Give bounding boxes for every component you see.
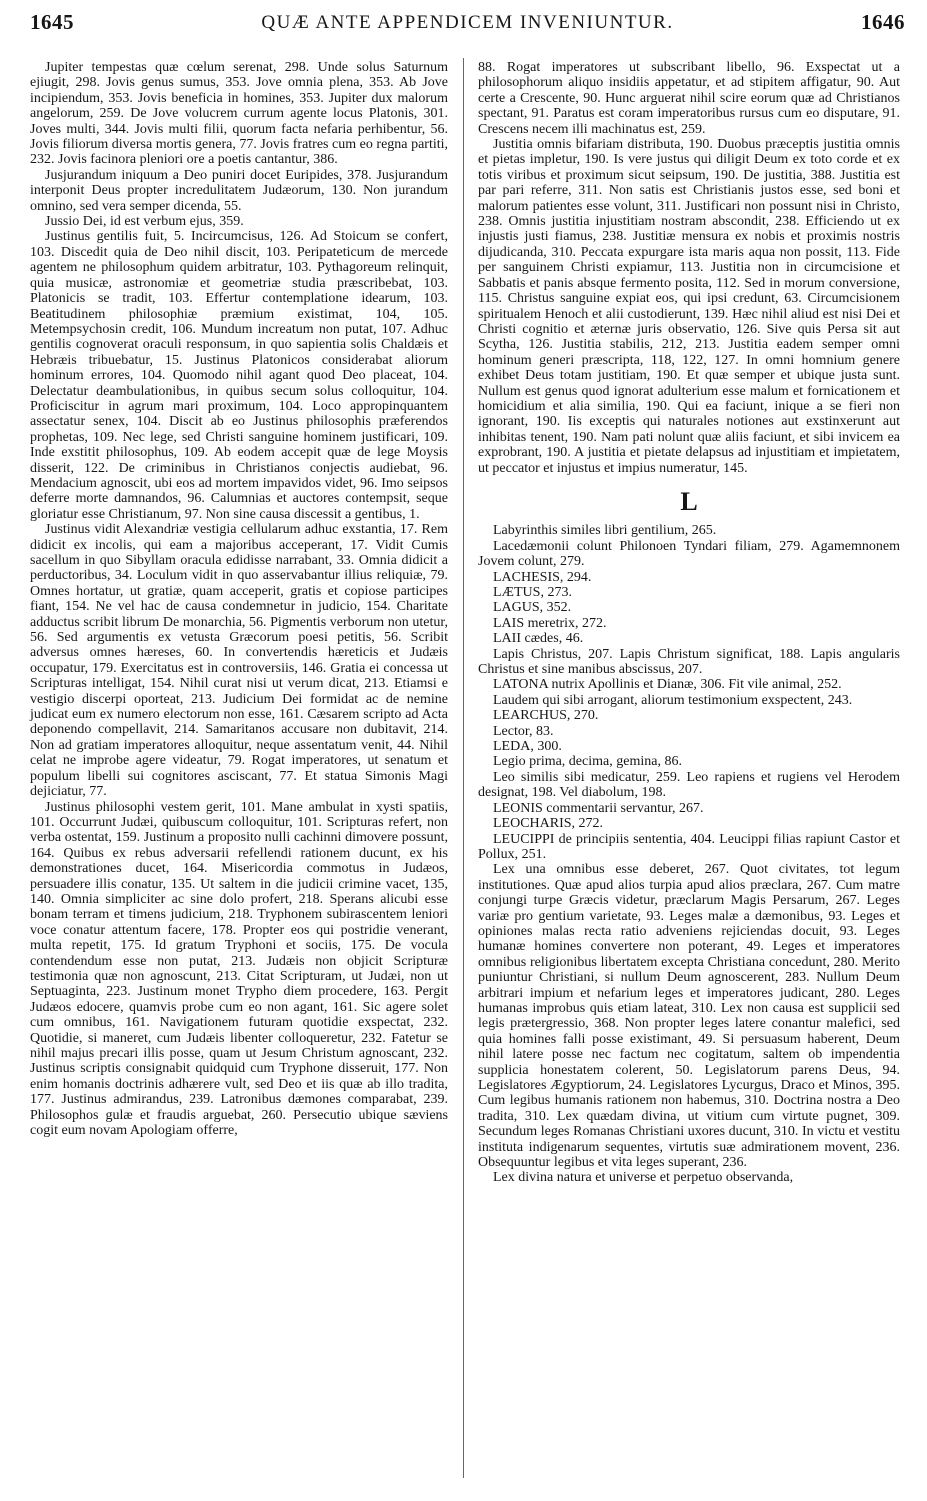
running-title: QUÆ ANTE APPENDICEM INVENIUNTUR. bbox=[261, 12, 674, 33]
index-entry: LEOCHARIS, 272. bbox=[493, 816, 604, 832]
section-letter: L bbox=[680, 486, 698, 516]
index-entry: 88. Rogat imperatores ut subscribant libello, 96. Exspectat ut a philosophorum aliquo insidiis appetatur, et ad stipitem affigatur, 90. Aut certe a Crescente, 90. Hunc arguerat nihil scire eorum quæ ad Christianos spectant, 91. Paratus est coram imperatoribus rursus cum eo disputare, 91. Crescens necem illi machinatus est, 259. bbox=[478, 60, 900, 137]
index-entry: LAGUS, 352. bbox=[493, 600, 572, 616]
index-entry: LÆTUS, 273. bbox=[493, 585, 572, 600]
index-entry: LEUCIPPI de principiis sententia, 404. Leucippi filias rapiunt Castor et Pollux, 251. bbox=[478, 831, 900, 862]
column-divider bbox=[463, 58, 464, 1478]
index-entry: Jussio Dei, id est verbum ejus, 359. bbox=[45, 214, 244, 230]
index-entry: Justinus gentilis fuit, 5. Incircumcisus, 126. Ad Stoicum se confert, 103. Discedit quia de Deo nihil discit, 103. Peripateticum de mercede agentem ne philosophum quidem arbitratur, 103. Pythagoreum relinquit, quia musicæ, astronomiæ et geometriæ studia præscribebat, 103. Platonicis se tradit, 103. Effertur contemplatione idearum, 103. Beatitudinem philosophiæ præmium existimat, 104, 105. Metempsychosin credit, 106. Mundum increatum non putat, 107. Adhuc gentilis cognoverat oraculi responsum, in quo sapientia solis Chaldæis et Hebræis tribuebatur, 15. Justinus Platonicos considerabat aliorum hominum errores, 104. Quomodo nihil agant quod Deo placeat, 104. Delectatur deambulationibus, in quibus secum solus colloquitur, 104. Proficiscitur in agrum mari proximum, 104. Loco appropinquantem assectatur senex, 104. Discit ab eo Justinus philosophis præferendos prophetas, 109. Nec lege, sed Christi sanguine hominem justificari, 109. Inde exstitit philosophus, 109. Ab eodem accepit quæ de lege Moysis disserit, 122. De criminibus in Christianos conjectis audiebat, 96. Mendacium agnoscit, ubi eos ad mortem impavidos videt, 96. Imo seipsos deferre morte damnandos, 96. Calumnias et auctores contempsit, seque gloriatur esse Christianum, 97. Non sine causa discessit a gentibus, 1. bbox=[30, 229, 448, 522]
index-entry: LAIS meretrix, 272. bbox=[493, 615, 607, 631]
index-entry: Legio prima, decima, gemina, 86. bbox=[493, 754, 682, 770]
index-entry: LATONA nutrix Apollinis et Dianæ, 306. Fit vile animal, 252. bbox=[493, 677, 842, 693]
index-entry: Lapis Christus, 207. Lapis Christum significat, 188. Lapis angularis Christus et sine manibus abscissus, 207. bbox=[478, 646, 900, 678]
index-entry: LEONIS commentarii servantur, 267. bbox=[493, 800, 704, 816]
right-column bbox=[478, 60, 900, 1186]
page-number-left: 1645 bbox=[30, 10, 74, 34]
index-entry: Lex divina natura et universe et perpetuo observanda, bbox=[493, 1170, 794, 1186]
index-entry: Justinus philosophi vestem gerit, 101. Mane ambulat in xysti spatiis, 101. Occurrunt Judæi, quibuscum colloquitur, 101. Scripturas refert, non verba ostentat, 159. Justinum a proposito nulli cachinni dimovere possunt, 164. Quibus ex rebus adversarii refellendi rationem ducunt, ex his demonstrationes ducet, 164. Misericordia commotus in Judæos, persuadere illis conatur, 135. Ut saltem in die judicii crimine vacet, 135, 140. Omnia simpliciter ac sine dolo profert, 218. Sperans alicubi esse bonam terram et timens judicium, 218. Tryphonem subirascentem leniori voce conatur attentum facere, 178. Propter eos qui postridie venerant, multa repetit, 175. Id gratum Tryphoni et sociis, 175. De vocula contendendum esse non putat, 213. Judæis non objicit Scripturæ testimonia quæ non agnoscunt, 213. Citat Scripturam, ut Judæi, non ut Septuaginta, 223. Justinum monet Trypho diem procedere, 163. Pergit Judæos edocere, quamvis probe cum eo non agant, 161. Sic agere solet cum omnibus, 161. Navigationem futuram quotidie exspectat, 232. Quotidie, si maneret, cum Judæis libenter colloqueretur, 232. Fatetur se nihil majus precari illis posse, quam ut Jesum Christum agnoscant, 232. Justinus scriptis consignabit quidquid cum Tryphone disseruit, 177. Non enim homanis doctrinis adhærere vult, sed Deo et iis quæ ab illo tradita, 177. Justinus admirandus, 239. Latronibus dæmones comparabat, 239. Philosophos gulæ et fraudis arguebat, 260. Persecutio ubique sæviens cogit eum novam Apologiam offerre, bbox=[30, 799, 448, 1139]
index-entry: Lacedæmonii colunt Philonoen Tyndari filiam, 279. Agamemnonem Jovem colunt, 279. bbox=[478, 538, 900, 570]
index-entry: LACHESIS, 294. bbox=[493, 569, 592, 585]
index-entry: LEDA, 300. bbox=[493, 739, 562, 755]
index-entry: Labyrinthis similes libri gentilium, 265. bbox=[493, 523, 717, 539]
index-entry: LAII cædes, 46. bbox=[493, 631, 584, 647]
index-entry: Lex una omnibus esse deberet, 267. Quot civitates, tot legum institutiones. Quæ apud alios turpia apud alios præclara, 267. Cum matre conjungi turpe Græcis videtur, præclarum Magis Persarum, 267. Leges variæ pro gentium varietate, 93. Leges malæ a dæmonibus, 93. Leges et opiniones malas recta ratio adveniens rejiciendas docuit, 93. Leges humanæ homines convertere non poterant, 49. Leges et imperatores omnibus religionibus libertatem excepta Christiana concedunt, 280. Merito puniuntur Christiani, si nullum Deum agnoscerent, 283. Nullum Deum arbitrari impium et nefarium leges et imperatores judicant, 280. Leges humanas improbus quis etiam lateat, 310. Lex non causa est supplicii sed legis prætergressio, 368. Non propter leges latere conantur malefici, sed quia homines falli posse existimant, 49. Si persuasum haberent, Deum nihil latere posse nec factum nec cogitatum, saltem ob impendentia supplicia honestatem colerent, 50. Legislatorum parens Deus, 94. Legislatores Ægyptiorum, 24. Legislatores Lycurgus, Draco et Minos, 395. Cum legibus humanis rationem non habemus, 310. Doctrina nostra a Deo tradita, 310. Lex quædam divina, ut vitium cum virtute pugnet, 309. Secundum leges Romanas Christiani uxores ducunt, 310. In victu et vestitu instituta indigenarum sequentes, virtutis suæ admirationem movent, 236. Obsequuntur legibus et vita leges superant, 236. bbox=[478, 862, 900, 1171]
index-entry: Leo similis sibi medicatur, 259. Leo rapiens et rugiens vel Herodem designat, 198. Vel diabolum, 198. bbox=[478, 769, 900, 801]
index-entry: Justinus vidit Alexandriæ vestigia cellularum adhuc exstantia, 17. Rem didicit ex incolis, qui eam a majoribus acceperant, 17. Vidit Cumis sacellum in quo Sibyllam oracula edidisse narrabant, 33. Omnia didicit a perductoribus, 34. Loculum vidit in quo asservabantur illius reliquiæ, 79. Omnes hortatur, ut gratiæ, quam acceperit, gratis et copiose participes fiant, 154. Ne vel hac de causa condemnetur in judicio, 154. Charitate adductus scribit librum De monarchia, 56. Pigmentis verborum non utetur, 56. Sed argumentis ex vetusta Græcorum poesi petitis, 56. Scribit adversus omnes hæreses, 60. In convertendis hæreticis et Judæis occupatur, 179. Exercitatus est in controversiis, 146. Gratia ei concessa ut Scripturas intelligat, 154. Nihil curat nisi ut verum dicat, 213. Etiamsi e vestigio discerpi oporteat, 213. Judicium Dei formidat ac de nemine judicat eum ex numero electorum non esse, 161. Cæsarem scripto ad Acta deponendo compellavit, 214. Samaritanos accusare non dubitavit, 214. Non ad gratiam imperatores alloquitur, neque assentatum venit, 44. Nihil celat ne improbe agere videatur, 79. Rogat imperatores, ut senatum et populum libelli sui cognitores asciscant, 77. Et statua Simonis Magi dejiciatur, 77. bbox=[30, 522, 448, 800]
index-entry: Jusjurandum iniquum a Deo puniri docet Euripides, 378. Jusjurandum interponit Deus propter incredulitatem Judæorum, 130. Non jurandum omnino, sed vera semper dicenda, 55. bbox=[30, 167, 448, 214]
index-entry: Jupiter tempestas quæ cœlum serenat, 298. Unde solus Saturnum ejiugit, 298. Jovis genus sumus, 353. Jove omnia plena, 353. Ab Jove incipiendum, 353. Jovis beneficia in homines, 353. Jupiter dux malorum angelorum, 259. De Jove volucrem currum agente locus Platonis, 301. Joves multi, 344. Jovis multi filii, quorum facta nefaria perhibentur, 56. Jovis filiorum diversa mortis genera, 77. Jovis fratres cum eo regna partiti, 232. Jovis facinora pleniori ore a poetis cantantur, 386. bbox=[30, 60, 448, 168]
index-entry: Laudem qui sibi arrogant, aliorum testimonium exspectent, 243. bbox=[493, 692, 853, 708]
left-column bbox=[30, 60, 448, 1138]
index-entry: Justitia omnis bifariam distributa, 190. Duobus præceptis justitia omnis et pietas impletur, 190. Is vere justus qui diligit Deum ex toto corde et ex totis viribus et proximum sicut seipsum, 190. De justitia, 388. Justitia est par pari referre, 311. Non satis est Christianis justos esse, sed boni et malorum patientes esse volunt, 311. Justificari non possunt nisi in Christo, 238. Omnis justitia injustitiam nostram abscondit, 238. Efficiendo ut ex injustis justi fiamus, 238. Justitiæ mensura ex nobis et proximis nostris dijudicanda, 310. Peccata expurgare ista maris aqua non possit, 113. Fide per sanguinem Christi expiamur, 113. Justitia non in circumcisione et Sabbatis et panis absque fermento posita, 112. Sed in morum conversione, 115. Christus sanguine expiat eos, qui ipsi credunt, 63. Circumcisionem spiritualem Henoch et alii custodierunt, 139. Hæc nihil aliud est nisi Dei et Christi cognitio et æternæ juris observatio, 126. Sive quis Persa sit aut Scytha, 126. Justitia stabilis, 212, 213. Justitia eadem semper omni hominum generi præscripta, 118, 122, 127. In omni homnium genere exhibet Deus totam justitiam, 190. Et quæ semper et ubique justa sunt. Nullum est genus quod ignorat adulterium esse malum et fornicationem et homicidium et alia similia, 190. Qui ea faciunt, inique a se fieri non ignorant, 190. Iis exceptis qui naturales notiones aut exstinxerunt aut inhibitas tenent, 190. Nam pati nolunt quæ aliis faciunt, et sibi invicem ea exprobrant, 190. A justitia et pietate delapsus ad injustitiam et impietatem, ut peccator et injustus et impius numeratur, 145. bbox=[478, 137, 900, 476]
page-number-right: 1646 bbox=[861, 10, 905, 34]
index-entry: LEARCHUS, 270. bbox=[493, 708, 599, 724]
index-entry: Lector, 83. bbox=[493, 723, 554, 739]
page-header bbox=[30, 8, 905, 44]
